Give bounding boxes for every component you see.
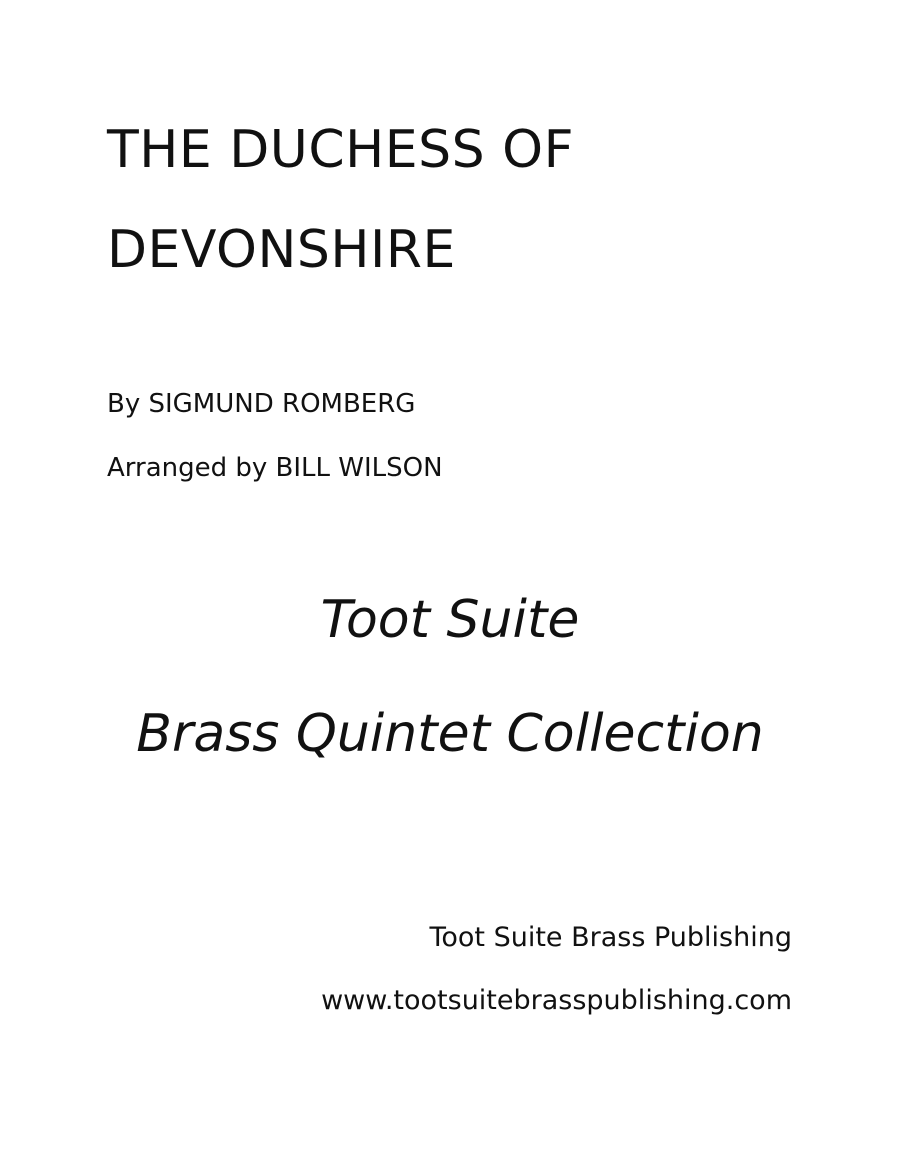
piece-title-line-1: THE DUCHESS OF xyxy=(107,120,575,180)
arranger-credit: Arranged by BILL WILSON xyxy=(107,453,443,483)
piece-title-line-2: DEVONSHIRE xyxy=(107,220,456,280)
publisher-name: Toot Suite Brass Publishing xyxy=(429,922,792,953)
publisher-website: www.tootsuitebrasspublishing.com xyxy=(321,985,792,1016)
series-title-line-2: Brass Quintet Collection xyxy=(136,704,764,764)
series-title-line-1: Toot Suite xyxy=(320,590,580,650)
composer-credit: By SIGMUND ROMBERG xyxy=(107,389,416,419)
